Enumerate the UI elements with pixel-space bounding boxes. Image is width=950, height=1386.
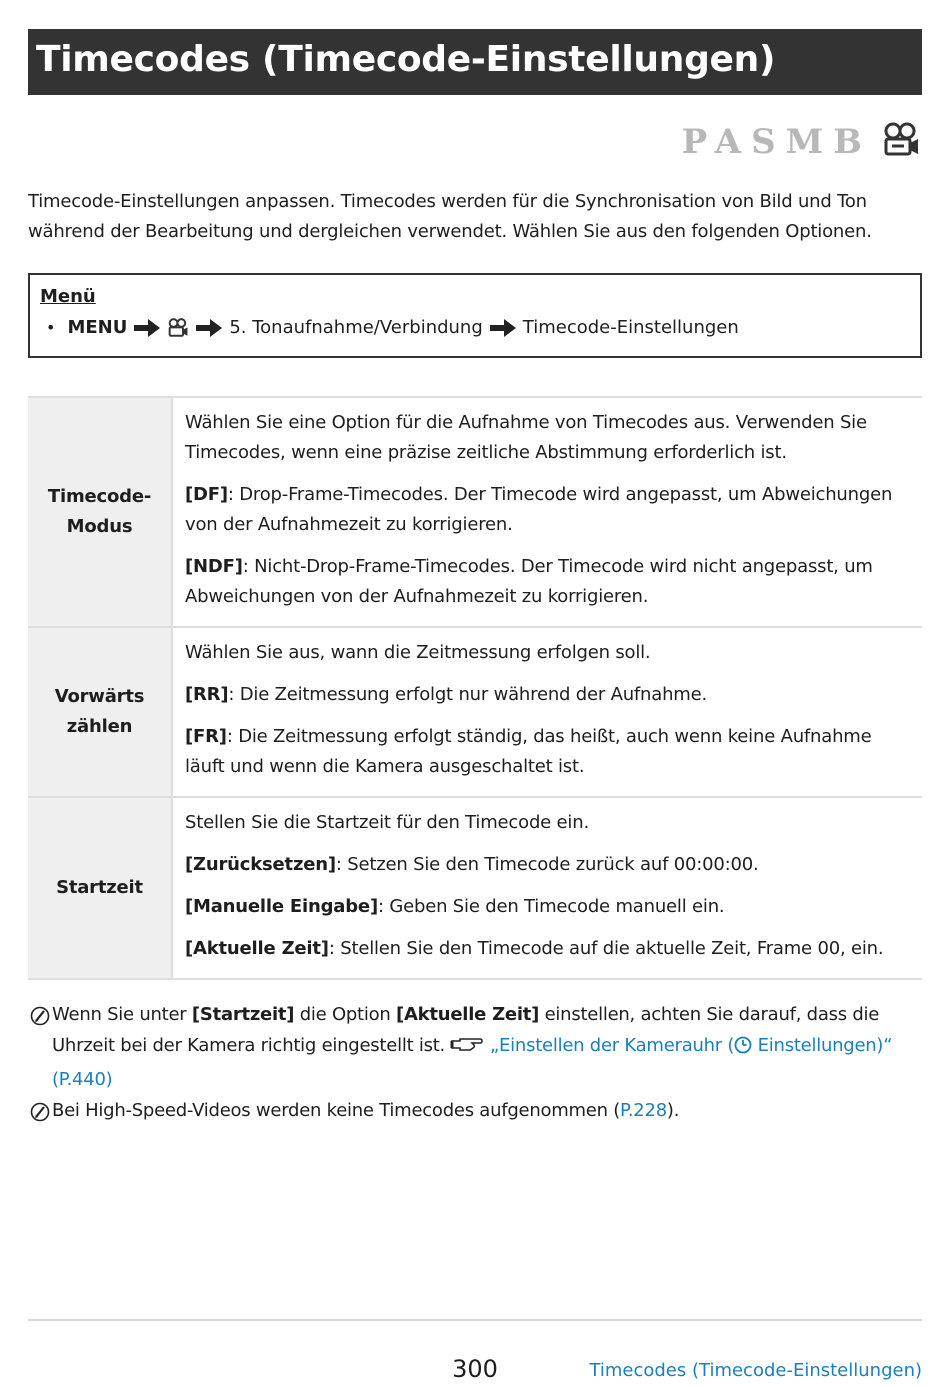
choice-label: [Manuelle Eingabe] (185, 896, 378, 917)
option-choice (185, 934, 912, 964)
choice-text: : Nicht-Drop-Frame-Timecodes. Der Timecode wird nicht angepasst, um Abweichungen von der Aufnahmezeit zu korrigieren. (185, 556, 873, 607)
option-choice (185, 850, 912, 880)
bullet: • (46, 318, 56, 337)
arrow-right-icon (490, 319, 516, 337)
page-title: Timecodes (Timecode-Einstellungen) (28, 29, 922, 95)
note-option: [Startzeit] (191, 1004, 295, 1025)
choice-text: : Die Zeitmessung erfolgt ständig, das heißt, auch wenn keine Aufnahme läuft und wenn die Kamera ausgeschaltet ist. (185, 726, 872, 777)
page-number: 300 (452, 1355, 498, 1383)
table-row (28, 797, 922, 979)
choice-label: [RR] (185, 684, 229, 705)
note-pencil-icon (30, 1095, 52, 1132)
link-text: „Einstellen der Kamerauhr ( (489, 1035, 735, 1056)
note-segment: ). (666, 1100, 680, 1121)
option-name (28, 797, 172, 979)
choice-text: : Stellen Sie den Timecode auf die aktuelle Zeit, Frame 00, ein. (328, 938, 884, 959)
choice-text: : Geben Sie den Timecode manuell ein. (377, 896, 725, 917)
footer-section-link[interactable]: Timecodes (Timecode-Einstellungen) (589, 1360, 922, 1381)
notes (30, 999, 922, 1132)
intro-text (28, 187, 922, 247)
option-name-line: Modus (66, 516, 133, 537)
choice-label: [DF] (185, 484, 228, 505)
option-name (28, 627, 172, 797)
option-description (172, 627, 922, 797)
menu-path (40, 311, 910, 345)
note-segment: Bei High-Speed-Videos werden keine Timecodes aufgenommen ( (52, 1100, 621, 1121)
choice-text: : Drop-Frame-Timecodes. Der Timecode wird angepasst, um Abweichungen von der Aufnahmezeit zu korrigieren. (185, 484, 893, 535)
footer-divider (28, 1319, 922, 1321)
note-item (30, 1095, 922, 1132)
clock-icon (734, 1033, 752, 1064)
intro-line: während der Bearbeitung und dergleichen verwendet. Wählen Sie aus den folgenden Optionen. (28, 221, 872, 242)
arrow-right-icon (196, 319, 222, 337)
note-text (52, 1095, 922, 1126)
arrow-right-icon (134, 319, 160, 337)
menu-heading: Menü (40, 286, 96, 307)
choice-label: [Zurücksetzen] (185, 854, 336, 875)
note-segment: die Option (294, 1004, 397, 1025)
option-desc: Wählen Sie eine Option für die Aufnahme von Timecodes aus. Verwenden Sie Timecodes, wenn eine präzise zeitliche Abstimmung erforderlich ist. (185, 412, 867, 463)
note-pencil-icon (30, 999, 52, 1036)
option-desc: Stellen Sie die Startzeit für den Timecode ein. (185, 812, 589, 833)
option-choice (185, 892, 912, 922)
pointing-hand-icon (450, 1033, 484, 1064)
options-table (28, 396, 922, 980)
option-description (172, 397, 922, 627)
option-name-line: Timecode- (47, 486, 152, 507)
menu-step: 5. Tonaufnahme/Verbindung (229, 317, 483, 338)
shooting-modes (682, 120, 920, 164)
choice-label: [Aktuelle Zeit] (185, 938, 329, 959)
note-segment: einstellen, achten Sie darauf, dass die Uhrzeit bei der Kamera richtig eingestellt ist. (52, 1004, 880, 1056)
intro-line: Timecode-Einstellungen anpassen. Timecodes werden für die Synchronisation von Bild und Ton (28, 191, 867, 212)
option-choice (185, 680, 912, 710)
option-name-line: Vorwärts (54, 686, 145, 707)
movie-camera-icon (167, 318, 189, 338)
choice-text: : Die Zeitmessung erfolgt nur während der Aufnahme. (228, 684, 708, 705)
option-name-line: Startzeit (56, 877, 143, 898)
menu-target: Timecode-Einstellungen (522, 317, 739, 338)
note-segment: Wenn Sie unter (52, 1004, 192, 1025)
crossref-link[interactable]: P.228 (620, 1100, 667, 1121)
movie-camera-icon (882, 122, 920, 162)
choice-label: [FR] (185, 726, 227, 747)
mode-letters: PASMB (681, 122, 872, 162)
option-desc: Wählen Sie aus, wann die Zeitmessung erfolgen soll. (185, 642, 651, 663)
note-option: [Aktuelle Zeit] (396, 1004, 540, 1025)
menu-path-box (28, 273, 922, 358)
option-name (28, 397, 172, 627)
option-choice (185, 480, 912, 540)
choice-text: : Setzen Sie den Timecode zurück auf 00:00:00. (335, 854, 759, 875)
table-row (28, 397, 922, 627)
option-description (172, 797, 922, 979)
note-text (52, 999, 922, 1095)
menu-keyword: MENU (67, 317, 128, 338)
link-text: Einstellungen)“ (P.440) (52, 1035, 893, 1090)
option-choice (185, 722, 912, 782)
note-item (30, 999, 922, 1095)
table-row (28, 627, 922, 797)
choice-label: [NDF] (185, 556, 243, 577)
option-name-line: zählen (66, 716, 133, 737)
option-choice (185, 552, 912, 612)
